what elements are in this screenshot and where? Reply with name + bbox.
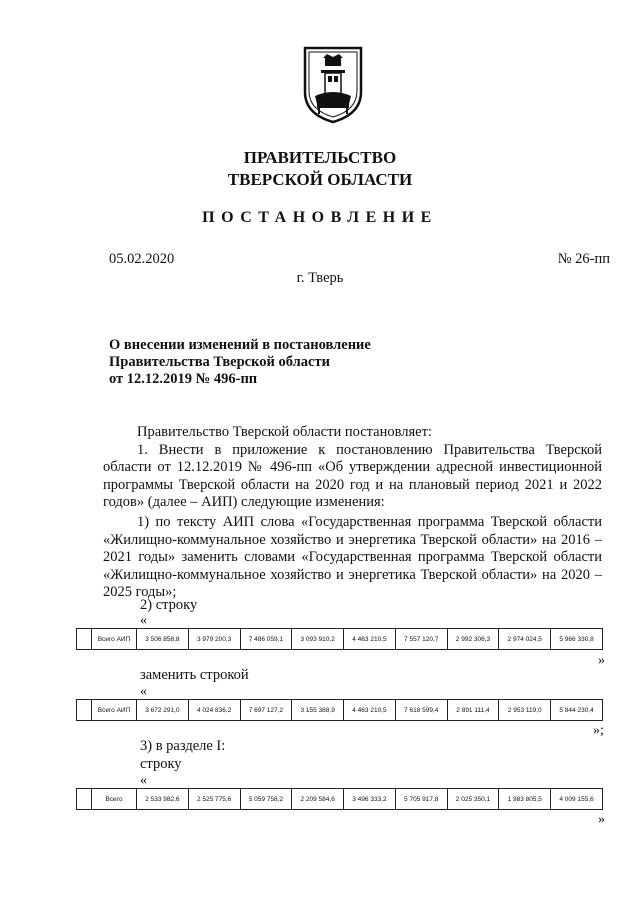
- table-cell: 3 979 200,3: [188, 629, 240, 650]
- table-cell: 2 209 584,6: [292, 789, 344, 810]
- table-cell: [77, 700, 92, 721]
- table-cell: 2 025 350,1: [447, 789, 499, 810]
- government-name-line2: ТВЕРСКОЙ ОБЛАСТИ: [227, 170, 413, 189]
- item-1-paragraph: 1. Внести в приложение к постановлению Правительства Тверской области от 12.12.2019 № 496-пп «Об утверждении адресной инвестиционной программы Тверской области на 2020 год и на плановый период 2021 и 2022 годов» (далее – АИП) следующие изменения:: [103, 441, 602, 511]
- table-cell: 7 557 120,7: [395, 629, 447, 650]
- table-row-section1: [76, 788, 603, 810]
- table-cell: 4 009 155,6: [551, 789, 603, 810]
- table-cell-label: Всего АИП: [92, 700, 137, 721]
- table-cell: 2 891 111,4: [447, 700, 499, 721]
- replace-with-label: заменить строкой: [140, 667, 249, 683]
- table-cell: [77, 789, 92, 810]
- quote-close-3: »: [598, 812, 605, 827]
- table-cell: 4 463 210,5: [344, 629, 396, 650]
- table-row-new: [76, 699, 603, 721]
- table-cell: [77, 629, 92, 650]
- quote-open-1: «: [140, 613, 147, 628]
- table-cell: 1 983 805,5: [499, 789, 551, 810]
- table-cell: 3 506 858,8: [137, 629, 189, 650]
- table-cell: 7 618 599,4: [395, 700, 447, 721]
- quote-open-2: «: [140, 684, 147, 699]
- subject-line1: О внесении изменений в постановление: [109, 337, 371, 353]
- table-cell: 2 992 306,3: [447, 629, 499, 650]
- table-cell-label: Всего АИП: [92, 629, 137, 650]
- table-cell: 3 155 388,9: [292, 700, 344, 721]
- table-cell: 7 697 127,2: [240, 700, 292, 721]
- resolution-body: [103, 424, 602, 602]
- government-name-line1: ПРАВИТЕЛЬСТВО: [243, 148, 397, 167]
- item-1-1-paragraph: 1) по тексту АИП слова «Государственная программа Тверской области «Жилищно-коммунальное хозяйство и энергетика Тверской области» на 2016 – 2021 годы» заменить словами «Государственная программа Тверской области «Жилищно-коммунальное хозяйство и энергетика Тверской области» на 2020 – 2025 годы»;: [103, 513, 602, 601]
- table-cell: 2 525 775,6: [188, 789, 240, 810]
- document-number: № 26-пп: [557, 251, 610, 267]
- quote-close-semicolon: »;: [593, 723, 604, 738]
- table-cell: 4 024 836,2: [188, 700, 240, 721]
- table-cell: 4 463 210,5: [344, 700, 396, 721]
- table-cell: 5 844 230,4: [551, 700, 603, 721]
- table-row-old: [76, 628, 603, 650]
- coat-of-arms-icon: [301, 44, 365, 124]
- quote-close-1: »: [598, 653, 605, 668]
- table-cell: 3 496 333,2: [344, 789, 396, 810]
- table-cell: 2 953 119,0: [499, 700, 551, 721]
- subject-line2: Правительства Тверской области: [109, 354, 330, 370]
- table-cell-label: Всего: [92, 789, 137, 810]
- item-3-row-label: строку: [140, 756, 182, 772]
- item-2-label: 2) строку: [140, 597, 198, 613]
- intro-paragraph: Правительство Тверской области постановляет:: [137, 424, 432, 440]
- table-cell: 2 974 024,5: [499, 629, 551, 650]
- table-cell: 3 672 291,0: [137, 700, 189, 721]
- quote-open-3: «: [140, 773, 147, 788]
- document-date: 05.02.2020: [109, 251, 175, 267]
- table-cell: 5 966 330,8: [551, 629, 603, 650]
- document-city: г. Тверь: [296, 270, 344, 286]
- document-type-title: ПОСТАНОВЛЕНИЕ: [202, 209, 438, 226]
- table-cell: 5 705 917,8: [395, 789, 447, 810]
- item-3-label: 3) в разделе I:: [140, 738, 226, 754]
- table-cell: 7 486 059,1: [240, 629, 292, 650]
- subject-line3: от 12.12.2019 № 496-пп: [109, 371, 258, 387]
- table-cell: 3 093 910,2: [292, 629, 344, 650]
- table-cell: 5 059 758,2: [240, 789, 292, 810]
- table-cell: 2 533 982,6: [137, 789, 189, 810]
